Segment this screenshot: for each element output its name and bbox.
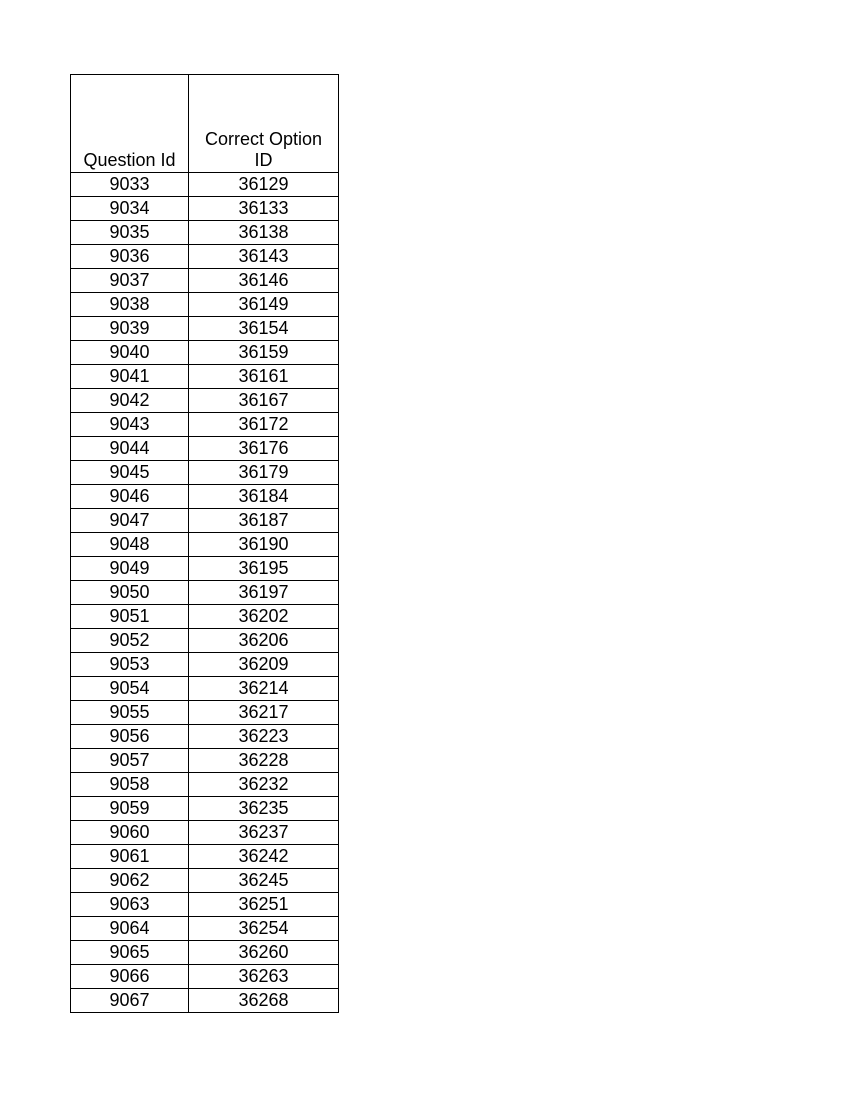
- question-id-cell: 9037: [71, 269, 189, 293]
- correct-option-id-cell: 36214: [189, 677, 339, 701]
- correct-option-id-cell: 36242: [189, 845, 339, 869]
- question-id-cell: 9045: [71, 461, 189, 485]
- table-row: [71, 893, 339, 917]
- table-row: [71, 509, 339, 533]
- question-id-cell: 9046: [71, 485, 189, 509]
- correct-option-id-cell: 36202: [189, 605, 339, 629]
- question-id-cell: 9055: [71, 701, 189, 725]
- correct-option-id-cell: 36129: [189, 173, 339, 197]
- question-id-cell: 9067: [71, 989, 189, 1013]
- table-row: [71, 389, 339, 413]
- table-row: [71, 869, 339, 893]
- question-id-cell: 9052: [71, 629, 189, 653]
- question-id-cell: 9049: [71, 557, 189, 581]
- correct-option-id-cell: 36195: [189, 557, 339, 581]
- correct-option-id-cell: 36268: [189, 989, 339, 1013]
- question-id-cell: 9033: [71, 173, 189, 197]
- table-row: [71, 605, 339, 629]
- column-header-correct-option-id: [189, 75, 339, 173]
- correct-option-id-cell: 36197: [189, 581, 339, 605]
- table-row: [71, 413, 339, 437]
- table-row: [71, 557, 339, 581]
- question-id-cell: 9059: [71, 797, 189, 821]
- question-id-cell: 9040: [71, 341, 189, 365]
- table-row: [71, 965, 339, 989]
- question-id-cell: 9043: [71, 413, 189, 437]
- table-row: [71, 245, 339, 269]
- table-row: [71, 653, 339, 677]
- table-row: [71, 173, 339, 197]
- correct-option-id-cell: 36263: [189, 965, 339, 989]
- table-row: [71, 677, 339, 701]
- correct-option-id-cell: 36146: [189, 269, 339, 293]
- table-row: [71, 533, 339, 557]
- correct-option-id-cell: 36143: [189, 245, 339, 269]
- question-id-cell: 9062: [71, 869, 189, 893]
- table-row: [71, 773, 339, 797]
- table-row: [71, 749, 339, 773]
- question-id-cell: 9060: [71, 821, 189, 845]
- correct-option-id-cell: 36206: [189, 629, 339, 653]
- table-row: [71, 917, 339, 941]
- question-id-cell: 9036: [71, 245, 189, 269]
- correct-option-id-cell: 36133: [189, 197, 339, 221]
- table-row: [71, 581, 339, 605]
- correct-option-id-cell: 36154: [189, 317, 339, 341]
- column-header-label: Correct Option ID: [204, 129, 323, 170]
- table-row: [71, 269, 339, 293]
- question-id-cell: 9039: [71, 317, 189, 341]
- table-row: [71, 845, 339, 869]
- correct-option-id-cell: 36149: [189, 293, 339, 317]
- table-row: [71, 437, 339, 461]
- correct-option-id-cell: 36245: [189, 869, 339, 893]
- correct-option-id-cell: 36209: [189, 653, 339, 677]
- correct-option-id-cell: 36187: [189, 509, 339, 533]
- table-body: [71, 173, 339, 1013]
- table-row: [71, 797, 339, 821]
- question-id-cell: 9057: [71, 749, 189, 773]
- table-row: [71, 941, 339, 965]
- header-row: [71, 75, 339, 173]
- correct-option-id-cell: 36237: [189, 821, 339, 845]
- correct-option-id-cell: 36235: [189, 797, 339, 821]
- table-row: [71, 701, 339, 725]
- table-row: [71, 317, 339, 341]
- question-id-cell: 9041: [71, 365, 189, 389]
- question-id-cell: 9035: [71, 221, 189, 245]
- question-id-cell: 9050: [71, 581, 189, 605]
- question-id-cell: 9061: [71, 845, 189, 869]
- correct-option-id-cell: 36161: [189, 365, 339, 389]
- correct-option-id-cell: 36167: [189, 389, 339, 413]
- correct-option-id-cell: 36190: [189, 533, 339, 557]
- question-id-cell: 9063: [71, 893, 189, 917]
- question-id-cell: 9048: [71, 533, 189, 557]
- question-id-cell: 9054: [71, 677, 189, 701]
- question-id-cell: 9066: [71, 965, 189, 989]
- table-row: [71, 293, 339, 317]
- question-id-cell: 9065: [71, 941, 189, 965]
- correct-option-id-cell: 36217: [189, 701, 339, 725]
- table-row: [71, 725, 339, 749]
- table-row: [71, 821, 339, 845]
- table-row: [71, 989, 339, 1013]
- table-row: [71, 485, 339, 509]
- column-header-question-id: [71, 75, 189, 173]
- correct-option-id-cell: 36251: [189, 893, 339, 917]
- table-row: [71, 461, 339, 485]
- table-row: [71, 221, 339, 245]
- correct-option-id-cell: 36179: [189, 461, 339, 485]
- column-header-label: Question Id: [83, 150, 176, 170]
- correct-option-id-cell: 36260: [189, 941, 339, 965]
- correct-option-id-cell: 36176: [189, 437, 339, 461]
- question-id-cell: 9044: [71, 437, 189, 461]
- correct-option-id-cell: 36232: [189, 773, 339, 797]
- correct-option-id-cell: 36184: [189, 485, 339, 509]
- correct-option-id-cell: 36254: [189, 917, 339, 941]
- question-id-cell: 9053: [71, 653, 189, 677]
- correct-option-id-cell: 36172: [189, 413, 339, 437]
- question-id-cell: 9058: [71, 773, 189, 797]
- answer-key-table: [70, 74, 339, 1013]
- table-row: [71, 629, 339, 653]
- table-row: [71, 341, 339, 365]
- correct-option-id-cell: 36138: [189, 221, 339, 245]
- correct-option-id-cell: 36228: [189, 749, 339, 773]
- question-id-cell: 9047: [71, 509, 189, 533]
- correct-option-id-cell: 36159: [189, 341, 339, 365]
- table-row: [71, 197, 339, 221]
- question-id-cell: 9042: [71, 389, 189, 413]
- question-id-cell: 9034: [71, 197, 189, 221]
- question-id-cell: 9056: [71, 725, 189, 749]
- table-row: [71, 365, 339, 389]
- question-id-cell: 9038: [71, 293, 189, 317]
- correct-option-id-cell: 36223: [189, 725, 339, 749]
- question-id-cell: 9064: [71, 917, 189, 941]
- question-id-cell: 9051: [71, 605, 189, 629]
